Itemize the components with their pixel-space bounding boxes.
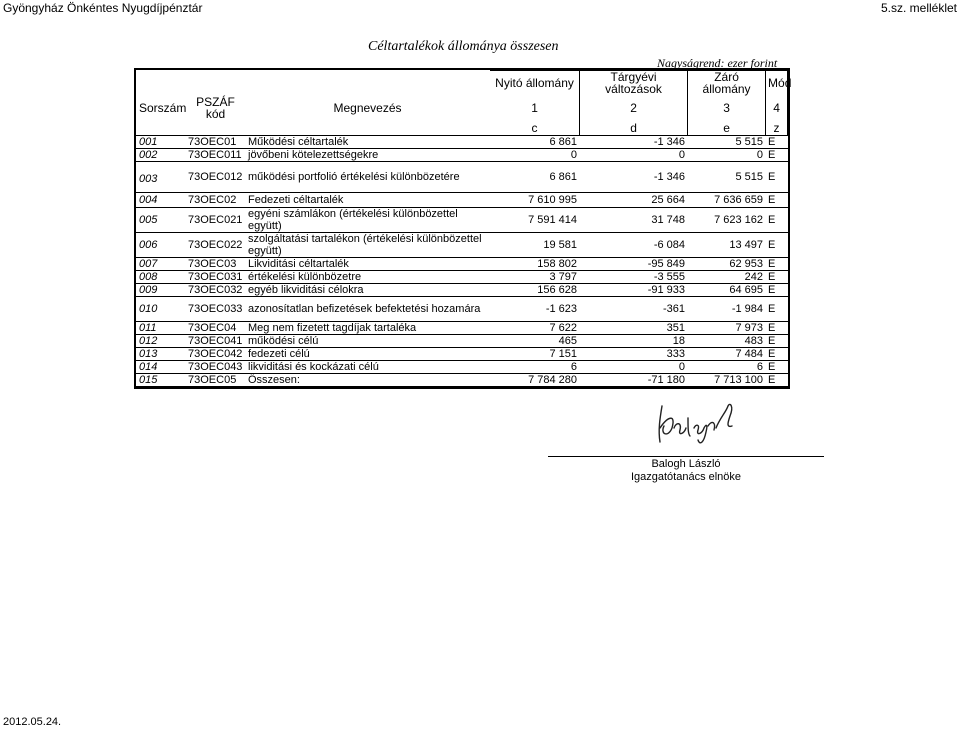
document-date: 2012.05.24. xyxy=(3,716,62,728)
row-closing: 7 623 162 xyxy=(688,208,766,233)
col-name-header: Megnevezés xyxy=(333,101,402,115)
row-change: -91 933 xyxy=(580,284,688,297)
row-opening: -1 623 xyxy=(490,297,580,322)
row-closing: 6 xyxy=(688,361,766,374)
provisions-table xyxy=(136,70,792,387)
row-code: 73OEC04 xyxy=(186,322,246,335)
row-change: 0 xyxy=(580,361,688,374)
row-mod: E xyxy=(766,149,788,162)
row-opening: 7 610 995 xyxy=(490,193,580,208)
signature-line xyxy=(548,456,824,457)
row-name: szolgáltatási tartalékon (értékelési különbözettel együtt) xyxy=(246,233,490,258)
row-change: -71 180 xyxy=(580,374,688,387)
table-row xyxy=(137,193,788,208)
row-number: 012 xyxy=(137,335,186,348)
row-opening: 6 861 xyxy=(490,162,580,193)
table-row xyxy=(137,136,788,149)
signatory-name: Balogh László xyxy=(651,458,721,470)
row-opening: 19 581 xyxy=(490,233,580,258)
row-number: 001 xyxy=(137,136,186,149)
row-mod: E xyxy=(766,361,788,374)
col-no-header: Sorszám xyxy=(139,101,187,115)
table-row xyxy=(137,208,788,233)
row-number: 011 xyxy=(137,322,186,335)
row-change: -361 xyxy=(580,297,688,322)
row-change: -1 346 xyxy=(580,136,688,149)
row-number: 004 xyxy=(137,193,186,208)
row-number: 014 xyxy=(137,361,186,374)
row-name: működési célú xyxy=(246,335,490,348)
row-name: jövőbeni kötelezettségekre xyxy=(246,149,490,162)
row-opening: 156 628 xyxy=(490,284,580,297)
row-number: 010 xyxy=(137,297,186,322)
row-code: 73OEC012 xyxy=(186,162,246,193)
table-row xyxy=(137,322,788,335)
row-opening: 3 797 xyxy=(490,271,580,284)
row-mod: E xyxy=(766,258,788,271)
row-name: azonosítatlan befizetések befektetési hozamára xyxy=(246,297,490,322)
table-row xyxy=(137,149,788,162)
row-number: 002 xyxy=(137,149,186,162)
row-closing: 5 515 xyxy=(688,162,766,193)
row-change: -3 555 xyxy=(580,271,688,284)
row-number: 008 xyxy=(137,271,186,284)
row-code: 73OEC022 xyxy=(186,233,246,258)
col-mod-header: Mód xyxy=(766,71,788,96)
row-name: működési portfolió értékelési különbözetére xyxy=(246,162,490,193)
col-open-letter: c xyxy=(490,121,580,136)
col-close-header: Záró állomány xyxy=(688,71,766,96)
row-code: 73OEC03 xyxy=(186,258,246,271)
signatory-role: Igazgatótanács elnöke xyxy=(630,471,742,483)
row-code: 73OEC041 xyxy=(186,335,246,348)
row-mod: E xyxy=(766,322,788,335)
row-code: 73OEC033 xyxy=(186,297,246,322)
table-row xyxy=(137,258,788,271)
table-row xyxy=(137,361,788,374)
row-name: egyéb likviditási célokra xyxy=(246,284,490,297)
row-name: likviditási és kockázati célú xyxy=(246,361,490,374)
header-spacer-2 xyxy=(137,121,490,136)
row-name: fedezeti célú xyxy=(246,348,490,361)
col-close-number: 3 xyxy=(688,96,766,121)
row-mod: E xyxy=(766,162,788,193)
row-change: -95 849 xyxy=(580,258,688,271)
row-opening: 7 622 xyxy=(490,322,580,335)
row-closing: 7 636 659 xyxy=(688,193,766,208)
table-row xyxy=(137,297,788,322)
row-closing: 7 484 xyxy=(688,348,766,361)
row-closing: 64 695 xyxy=(688,284,766,297)
row-closing: 483 xyxy=(688,335,766,348)
signature-image xyxy=(650,398,745,448)
signatory xyxy=(548,458,824,484)
row-opening: 7 151 xyxy=(490,348,580,361)
table-row xyxy=(137,271,788,284)
row-code: 73OEC011 xyxy=(186,149,246,162)
row-change: 31 748 xyxy=(580,208,688,233)
col-change-header: Tárgyévi változások xyxy=(580,71,688,96)
row-number: 007 xyxy=(137,258,186,271)
row-name: Meg nem fizetett tagdíjak tartaléka xyxy=(246,322,490,335)
row-mod: E xyxy=(766,193,788,208)
row-opening: 6 xyxy=(490,361,580,374)
row-closing: 0 xyxy=(688,149,766,162)
row-name: értékelési különbözetre xyxy=(246,271,490,284)
table-row xyxy=(137,335,788,348)
row-code: 73OEC031 xyxy=(186,271,246,284)
table-row xyxy=(137,284,788,297)
row-mod: E xyxy=(766,348,788,361)
row-change: 351 xyxy=(580,322,688,335)
row-closing: 7 713 100 xyxy=(688,374,766,387)
row-mod: E xyxy=(766,335,788,348)
table-row xyxy=(137,348,788,361)
header-spacer xyxy=(137,71,490,96)
row-mod: E xyxy=(766,208,788,233)
row-change: -1 346 xyxy=(580,162,688,193)
row-code: 73OEC043 xyxy=(186,361,246,374)
col-close-letter: e xyxy=(688,121,766,136)
row-closing: -1 984 xyxy=(688,297,766,322)
row-opening: 465 xyxy=(490,335,580,348)
row-opening: 158 802 xyxy=(490,258,580,271)
annex-label: 5.sz. melléklet xyxy=(880,1,957,15)
row-code: 73OEC02 xyxy=(186,193,246,208)
row-mod: E xyxy=(766,233,788,258)
row-code: 73OEC042 xyxy=(186,348,246,361)
row-code: 73OEC032 xyxy=(186,284,246,297)
col-change-letter: d xyxy=(580,121,688,136)
row-change: 0 xyxy=(580,149,688,162)
row-change: 25 664 xyxy=(580,193,688,208)
row-opening: 0 xyxy=(490,149,580,162)
row-number: 015 xyxy=(137,374,186,387)
row-name: Likviditási céltartalék xyxy=(246,258,490,271)
col-open-header: Nyitó állomány xyxy=(490,71,580,96)
row-name: Fedezeti céltartalék xyxy=(246,193,490,208)
row-code: 73OEC01 xyxy=(186,136,246,149)
row-code: 73OEC05 xyxy=(186,374,246,387)
table-row xyxy=(137,374,788,387)
row-closing: 13 497 xyxy=(688,233,766,258)
fund-name: Gyöngyház Önkéntes Nyugdíjpénztár xyxy=(3,1,203,15)
row-name: Működési céltartalék xyxy=(246,136,490,149)
row-change: 18 xyxy=(580,335,688,348)
table-row xyxy=(137,233,788,258)
row-number: 005 xyxy=(137,208,186,233)
row-opening: 7 591 414 xyxy=(490,208,580,233)
row-opening: 7 784 280 xyxy=(490,374,580,387)
row-change: 333 xyxy=(580,348,688,361)
row-name: Összesen: xyxy=(246,374,490,387)
col-change-number: 2 xyxy=(580,96,688,121)
row-mod: E xyxy=(766,284,788,297)
unit-label: Nagyságrend: ezer forint xyxy=(657,56,778,70)
row-number: 013 xyxy=(137,348,186,361)
row-number: 003 xyxy=(137,162,186,193)
row-closing: 7 973 xyxy=(688,322,766,335)
row-name: egyéni számlákon (értékelési különbözettel együtt) xyxy=(246,208,490,233)
row-opening: 6 861 xyxy=(490,136,580,149)
row-closing: 62 953 xyxy=(688,258,766,271)
row-code: 73OEC021 xyxy=(186,208,246,233)
row-mod: E xyxy=(766,297,788,322)
table-row xyxy=(137,162,788,193)
row-mod: E xyxy=(766,136,788,149)
row-change: -6 084 xyxy=(580,233,688,258)
col-code-header: PSZÁF kód xyxy=(196,95,235,121)
col-open-number: 1 xyxy=(490,96,580,121)
page-title: Céltartalékok állománya összesen xyxy=(368,39,559,54)
row-number: 009 xyxy=(137,284,186,297)
row-closing: 5 515 xyxy=(688,136,766,149)
row-number: 006 xyxy=(137,233,186,258)
row-mod: E xyxy=(766,374,788,387)
row-mod: E xyxy=(766,271,788,284)
col-mod-number: 4 xyxy=(766,96,788,121)
row-closing: 242 xyxy=(688,271,766,284)
col-mod-letter: z xyxy=(766,121,788,136)
